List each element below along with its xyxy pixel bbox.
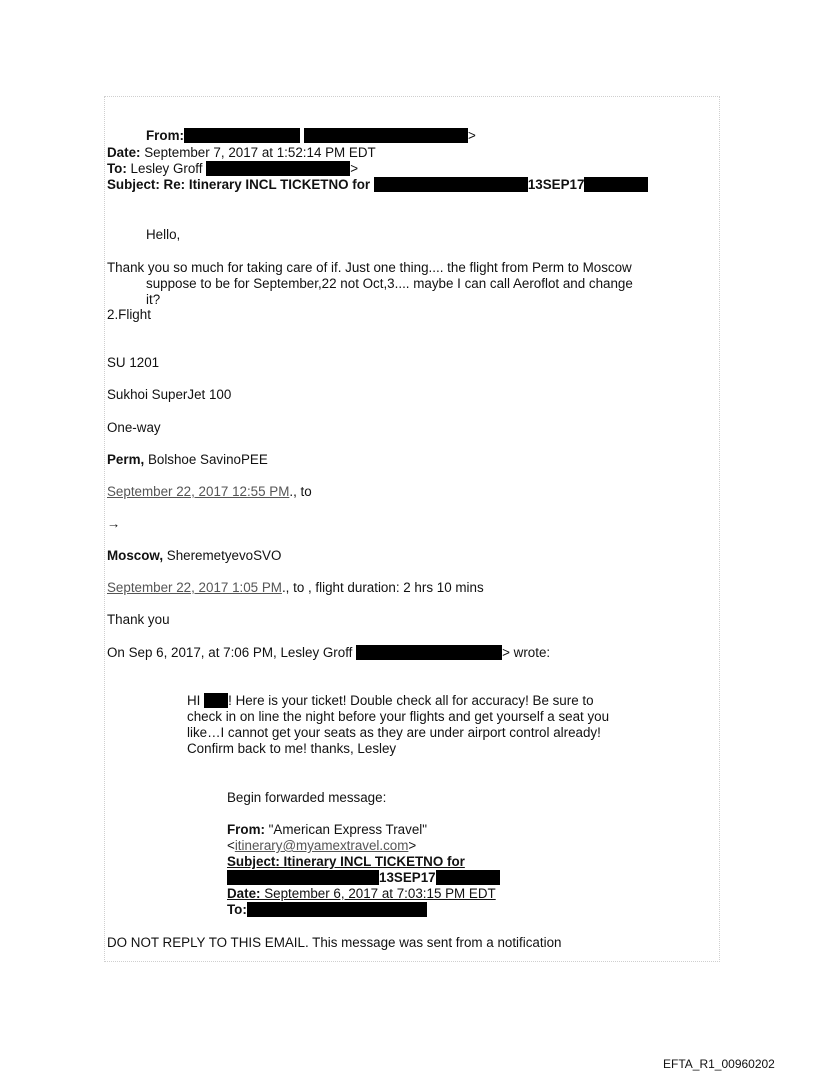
sender-email-link[interactable]: itinerary@myamextravel.com [234, 838, 409, 853]
forwarded-from-label: From: [227, 822, 265, 837]
quoted-line2: check in on line the night before your flights and get yourself a seat you [187, 709, 610, 724]
body-paragraph-line2: suppose to be for September,22 not Oct,3.... maybe I can call Aeroflot and change [146, 276, 633, 291]
departure-suffix: ., to [289, 484, 312, 499]
destination-line [107, 548, 281, 563]
quoted-line4: Confirm back to me! thanks, Lesley [187, 741, 397, 756]
from-label: From: [146, 128, 184, 143]
forwarded-date-line [227, 886, 496, 901]
quoted-line1-rest: ! Here is your ticket! Double check all for accuracy! Be sure to [228, 693, 594, 708]
trip-type: One-way [107, 420, 161, 435]
greeting: Hello, [146, 227, 181, 242]
redaction-block [184, 128, 300, 143]
departure-time-link[interactable]: September 22, 2017 12:55 PM [107, 484, 290, 499]
redaction-block [356, 645, 502, 660]
redaction-block [227, 870, 379, 885]
email-prefix: < [227, 838, 235, 853]
subject-line [107, 177, 648, 192]
to-label: To: [107, 161, 127, 176]
forwarded-subject: Subject: Itinerary INCL TICKETNO for [227, 854, 465, 869]
arrow-icon: → [107, 516, 121, 531]
document-id: EFTA_R1_00960202 [663, 1057, 775, 1071]
dest-airport: SheremetyevoSVO [163, 548, 282, 563]
redaction-block [304, 128, 468, 143]
email-suffix: > [408, 838, 417, 853]
from-suffix: > [467, 128, 476, 143]
forwarded-subject-line2 [227, 870, 500, 885]
subject-code: 13SEP17 [527, 177, 585, 192]
arrival-time-link[interactable]: September 22, 2017 1:05 PM [107, 580, 282, 595]
forwarded-email-line [227, 838, 416, 853]
dest-city: Moscow, [107, 548, 164, 563]
redaction-block [436, 870, 500, 885]
notice: DO NOT REPLY TO THIS EMAIL. This message was sent from a notification [107, 935, 562, 950]
redaction-block [374, 177, 528, 192]
forwarded-to-label: To: [227, 902, 247, 917]
date-value: September 7, 2017 at 1:52:14 PM EDT [140, 145, 376, 160]
aircraft: Sukhoi SuperJet 100 [107, 387, 232, 402]
arrival-line [107, 580, 484, 595]
redaction-block [206, 161, 350, 176]
subject-value: Re: Itinerary INCL TICKETNO for [159, 177, 374, 192]
to-line [107, 161, 358, 176]
body-paragraph-line1: Thank you so much for taking care of if. Just one thing.... the flight from Perm to Moscow [107, 260, 632, 275]
origin-airport: Bolshoe SavinoPEE [144, 452, 268, 467]
to-value: Lesley Groff [126, 161, 207, 176]
quoted-line1 [187, 693, 594, 708]
origin-line [107, 452, 268, 467]
arrival-suffix: ., to , flight duration: 2 hrs 10 mins [281, 580, 484, 595]
forwarded-from-value: "American Express Travel" [264, 822, 427, 837]
date-label: Date: [107, 145, 141, 160]
redaction-block [584, 177, 648, 192]
flight-number: SU 1201 [107, 355, 160, 370]
origin-city: Perm, [107, 452, 145, 467]
quote-intro-suffix: > wrote: [502, 645, 551, 660]
forwarded-subject-code: 13SEP17 [379, 870, 436, 885]
from-line [146, 128, 476, 143]
body-paragraph-line3: it? [146, 292, 161, 307]
subject-label: Subject: [107, 177, 160, 192]
forwarded-date-label: Date: [227, 886, 261, 901]
thanks: Thank you [107, 612, 170, 627]
forwarded-begin: Begin forwarded message: [227, 790, 387, 805]
departure-line [107, 484, 312, 499]
quote-intro [107, 645, 550, 660]
to-suffix: > [350, 161, 359, 176]
date-line [107, 145, 376, 160]
quote-intro-text: On Sep 6, 2017, at 7:06 PM, Lesley Groff [107, 645, 357, 660]
redaction-block [204, 693, 228, 708]
quoted-line3: like…I cannot get your seats as they are under airport control already! [187, 725, 601, 740]
forwarded-from-line [227, 822, 427, 837]
redaction-block [247, 902, 427, 917]
quoted-hi: HI [187, 693, 205, 708]
forwarded-to-line [227, 902, 427, 917]
flight-heading: 2.Flight [107, 307, 151, 322]
forwarded-date-value: September 6, 2017 at 7:03:15 PM EDT [260, 886, 496, 901]
